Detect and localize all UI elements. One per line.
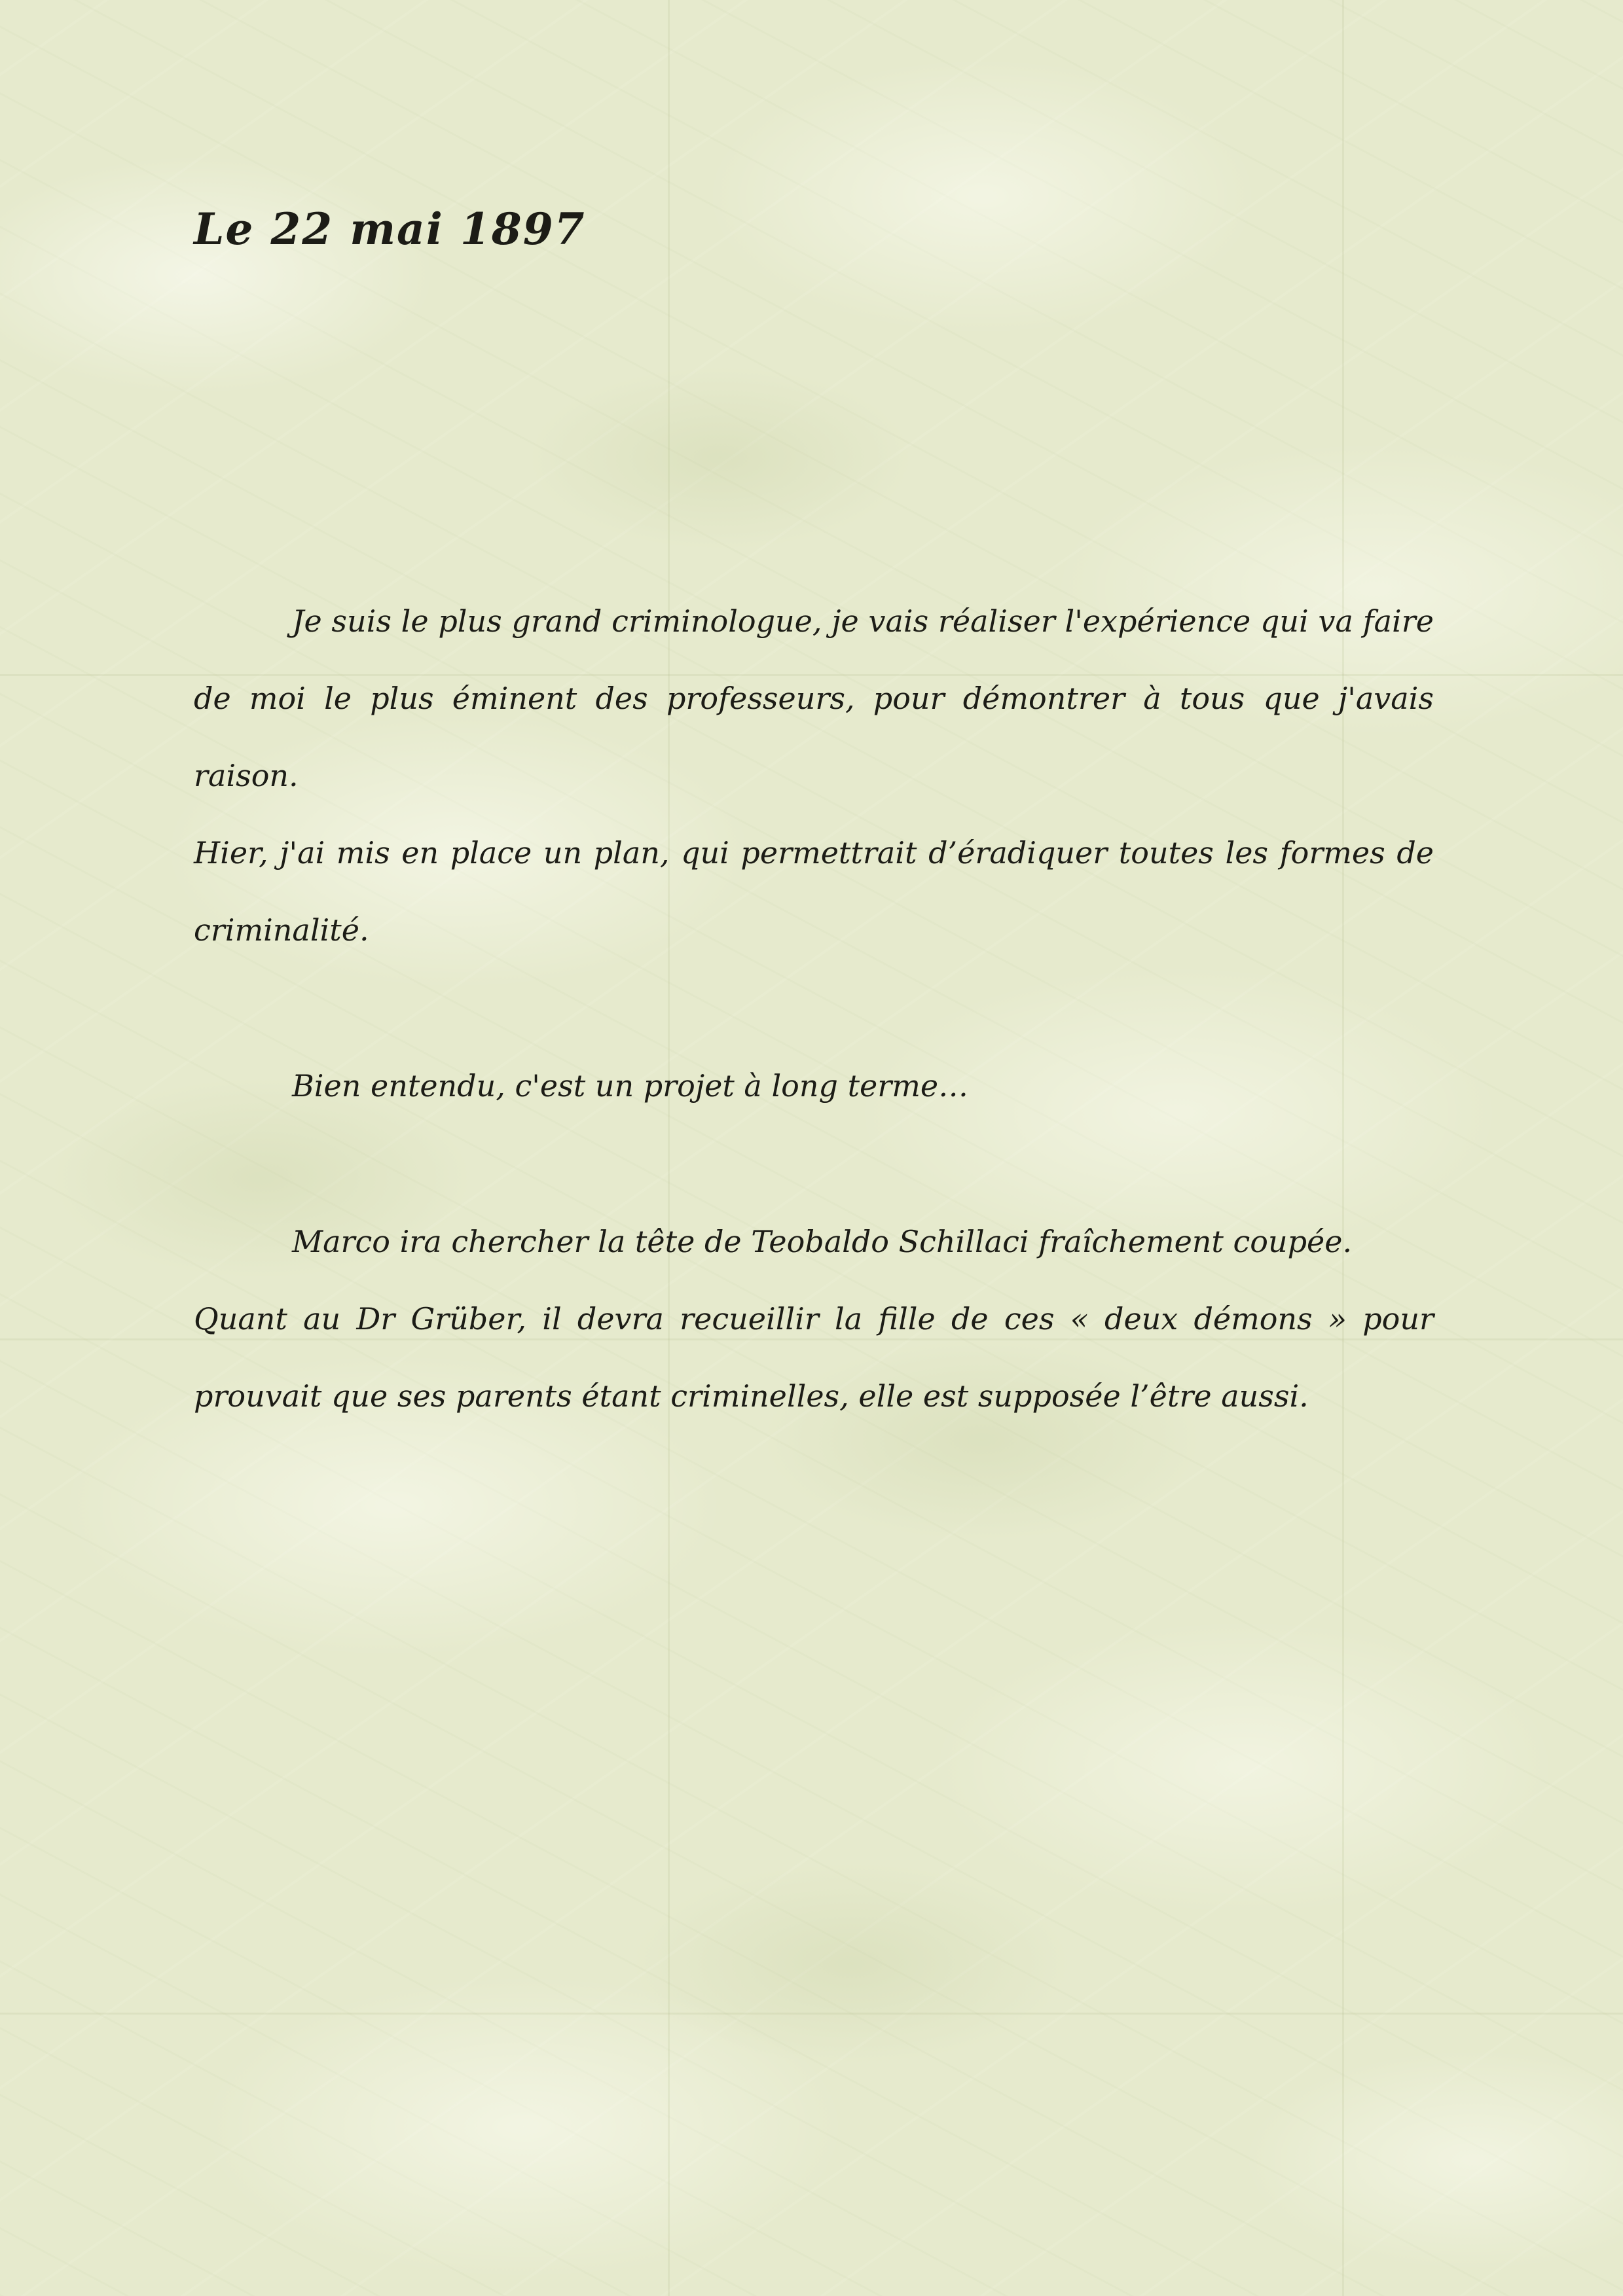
paragraph-gruber: Quant au Dr Grüber, il devra recueillir la fille de ces « deux démons » pour prouvait que ses parents étant criminelles, elle est supposée l’être aussi. <box>194 1301 1434 1414</box>
paragraph-long-term: Bien entendu, c'est un projet à long terme… <box>292 1068 969 1103</box>
paragraph-plan: Hier, j'ai mis en place un plan, qui permettrait d’éradiquer toutes les formes de criminalité. <box>194 835 1434 948</box>
paper-seam <box>0 2013 1623 2015</box>
paragraph-marco: Marco ira chercher la tête de Teobaldo Schillaci fraîchement coupée. <box>292 1224 1353 1259</box>
date-heading: Le 22 mai 1897 <box>194 204 586 255</box>
paragraph-intro: Je suis le plus grand criminologue, je vais réaliser l'expérience qui va faire de moi le plus éminent des professeurs, pour démontrer à tous que j'avais raison. <box>194 603 1434 793</box>
letter-body <box>194 196 1434 1435</box>
